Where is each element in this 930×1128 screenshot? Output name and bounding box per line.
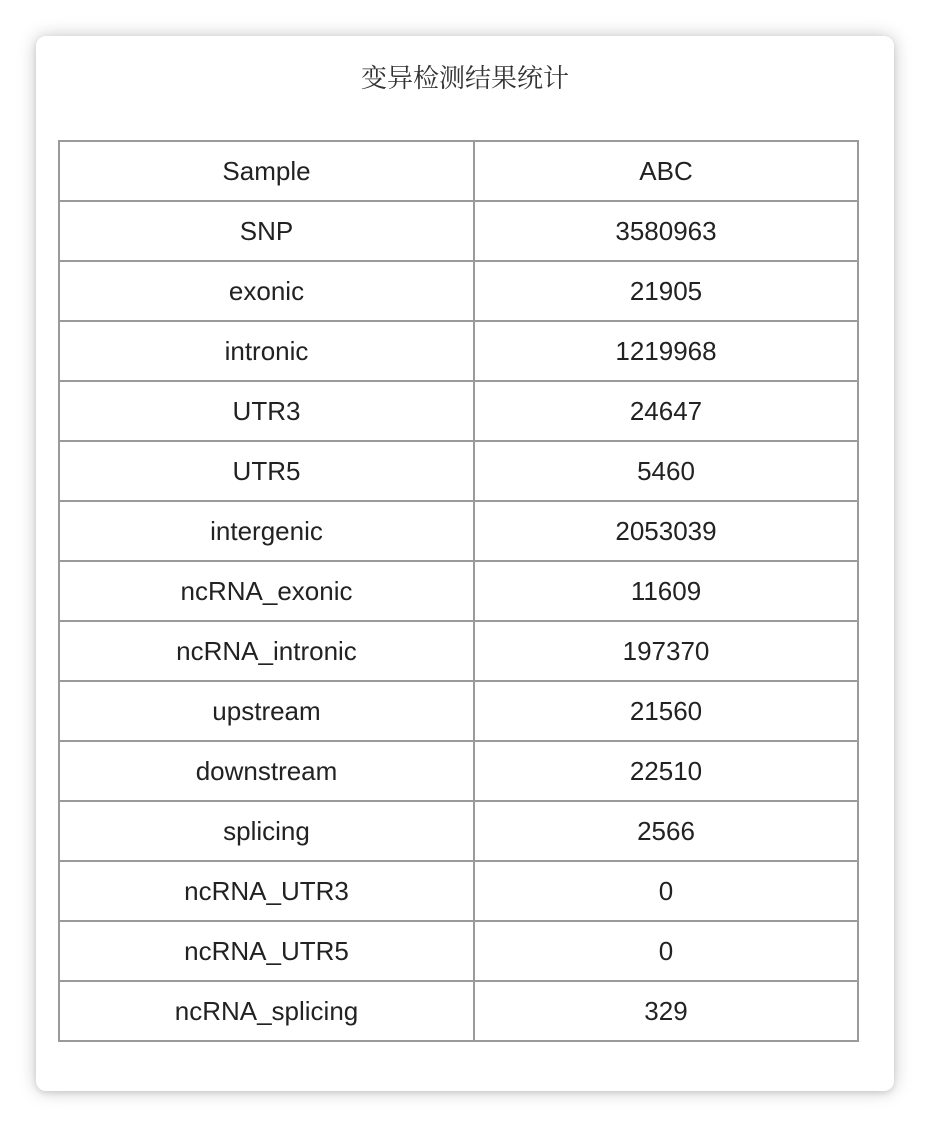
row-label-cell: ncRNA_UTR3 — [59, 861, 474, 921]
table-row — [59, 681, 858, 741]
row-label-cell: ncRNA_exonic — [59, 561, 474, 621]
row-value-cell: 0 — [474, 921, 858, 981]
row-label-cell: UTR5 — [59, 441, 474, 501]
row-label-cell: downstream — [59, 741, 474, 801]
row-value-cell: 329 — [474, 981, 858, 1041]
table-row — [59, 441, 858, 501]
row-label-cell: ncRNA_UTR5 — [59, 921, 474, 981]
table-row — [59, 981, 858, 1041]
stats-card — [36, 36, 894, 1091]
table-header-row — [59, 141, 858, 201]
row-value-cell: 11609 — [474, 561, 858, 621]
row-label-cell: exonic — [59, 261, 474, 321]
table-row — [59, 381, 858, 441]
row-label-cell: SNP — [59, 201, 474, 261]
table-row — [59, 501, 858, 561]
table-row — [59, 201, 858, 261]
header-cell-sample: Sample — [59, 141, 474, 201]
row-value-cell: 3580963 — [474, 201, 858, 261]
table-row — [59, 861, 858, 921]
table-row — [59, 321, 858, 381]
row-label-cell: intronic — [59, 321, 474, 381]
table-row — [59, 261, 858, 321]
row-label-cell: UTR3 — [59, 381, 474, 441]
row-label-cell: ncRNA_intronic — [59, 621, 474, 681]
row-value-cell: 2566 — [474, 801, 858, 861]
variant-stats-table — [58, 140, 859, 1042]
table-row — [59, 561, 858, 621]
row-label-cell: splicing — [59, 801, 474, 861]
row-label-cell: upstream — [59, 681, 474, 741]
row-value-cell: 5460 — [474, 441, 858, 501]
table-row — [59, 621, 858, 681]
table-row — [59, 921, 858, 981]
row-value-cell: 197370 — [474, 621, 858, 681]
row-value-cell: 22510 — [474, 741, 858, 801]
row-value-cell: 21905 — [474, 261, 858, 321]
header-cell-abc: ABC — [474, 141, 858, 201]
row-value-cell: 21560 — [474, 681, 858, 741]
row-value-cell: 24647 — [474, 381, 858, 441]
table-body — [59, 141, 858, 1041]
row-label-cell: intergenic — [59, 501, 474, 561]
row-value-cell: 2053039 — [474, 501, 858, 561]
row-value-cell: 0 — [474, 861, 858, 921]
row-value-cell: 1219968 — [474, 321, 858, 381]
table-row — [59, 801, 858, 861]
table-row — [59, 741, 858, 801]
page-title: 变异检测结果统计 — [360, 64, 569, 94]
row-label-cell: ncRNA_splicing — [59, 981, 474, 1041]
